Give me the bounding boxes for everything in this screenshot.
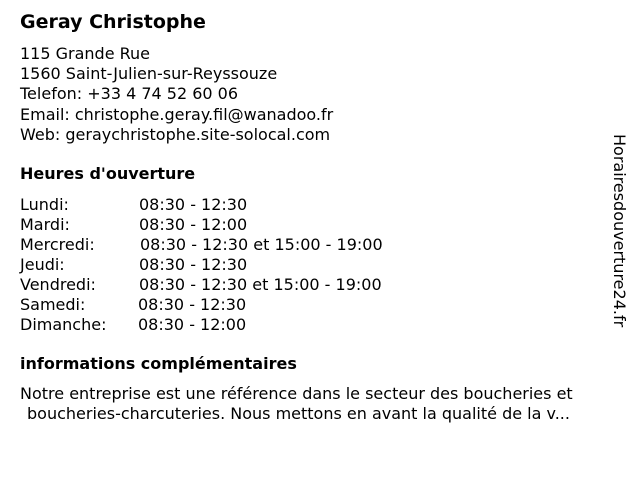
time-range: 08:30 - 12:30 <box>139 195 248 214</box>
time-range: 08:30 - 12:30 et 15:00 - 19:00 <box>139 275 382 294</box>
business-name: Geray Christophe <box>20 11 206 33</box>
day-label: Jeudi: <box>20 255 65 274</box>
time-range: 08:30 - 12:30 et 15:00 - 19:00 <box>140 235 383 254</box>
additional-info-heading: informations complémentaires <box>20 354 297 373</box>
business-description <box>20 384 620 424</box>
site-watermark: Horairesdouverture24.fr <box>610 134 629 328</box>
address-street: 115 Grande Rue <box>20 44 151 63</box>
day-label: Dimanche: <box>20 315 107 334</box>
time-range: 08:30 - 12:30 <box>138 295 247 314</box>
email-address: Email: christophe.geray.fil@wanadoo.fr <box>20 104 334 124</box>
day-label: Samedi: <box>20 295 86 314</box>
day-label: Mardi: <box>20 215 70 234</box>
description-line: Notre entreprise est une référence dans le secteur des boucheries et <box>20 384 573 403</box>
website: Web: geraychristophe.site-solocal.com <box>20 124 331 144</box>
time-range: 08:30 - 12:00 <box>138 315 247 334</box>
description-line: boucheries-charcuteries. Nous mettons en avant la qualité de la v... <box>27 404 570 423</box>
time-range: 08:30 - 12:00 <box>139 215 248 234</box>
time-range: 08:30 - 12:30 <box>139 255 248 274</box>
address-city: 1560 Saint-Julien-sur-Reyssouze <box>20 64 278 84</box>
contact-info <box>20 44 333 145</box>
day-label: Mercredi: <box>20 235 95 254</box>
phone-number: Telefon: +33 4 74 52 60 06 <box>20 84 239 104</box>
day-label: Vendredi: <box>20 275 96 294</box>
day-label: Lundi: <box>20 195 69 214</box>
opening-hours-heading: Heures d'ouverture <box>20 164 196 183</box>
